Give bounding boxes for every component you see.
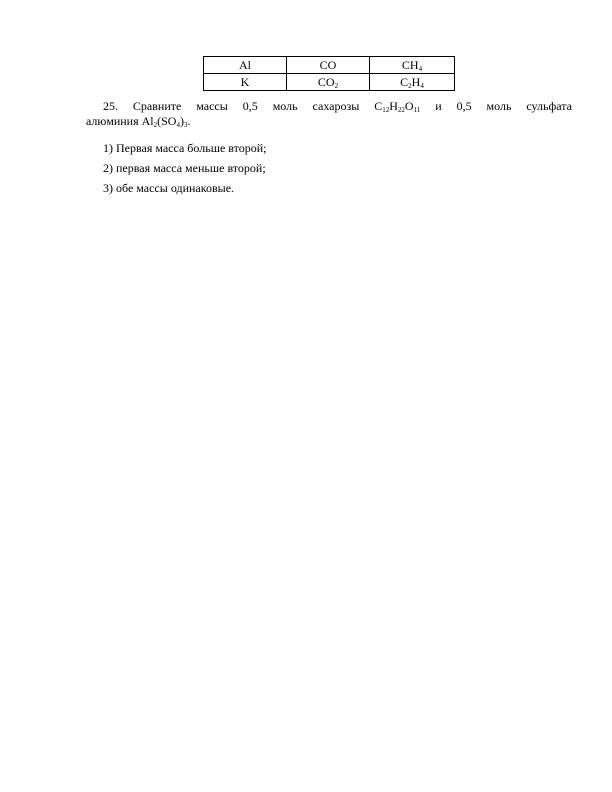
question-line-2: алюминия $Al_2(SO_4)_3$. <box>86 114 191 129</box>
question-line-1: 25. Сравните массы 0,5 моль сахарозы $C_{12}H_{22}O_{11}$ и 0,5 моль сульфата <box>103 99 572 114</box>
aluminium-sulfate-formula: $Al_2(SO_4)_3$. <box>141 114 191 129</box>
answer-option-1: 1) Первая масса больше второй; <box>103 141 267 155</box>
table-cell: $C_2H_4$ <box>370 74 455 91</box>
table-cell: CO <box>287 57 370 74</box>
question-25 <box>86 99 572 129</box>
table-cell: Al <box>204 57 287 74</box>
answer-option-2: 2) первая масса меньше второй; <box>103 161 266 175</box>
answer-option-3: 3) обе массы одинаковые. <box>103 181 235 195</box>
table-row <box>204 74 455 91</box>
answer-options <box>103 138 267 198</box>
sucrose-formula: $C_{12}H_{22}O_{11}$ <box>374 99 421 114</box>
table-cell: $CO_2$ <box>287 74 370 91</box>
table-cell: K <box>204 74 287 91</box>
table-row <box>204 57 455 74</box>
formula-table <box>203 56 455 91</box>
table-cell: $CH_4$ <box>370 57 455 74</box>
